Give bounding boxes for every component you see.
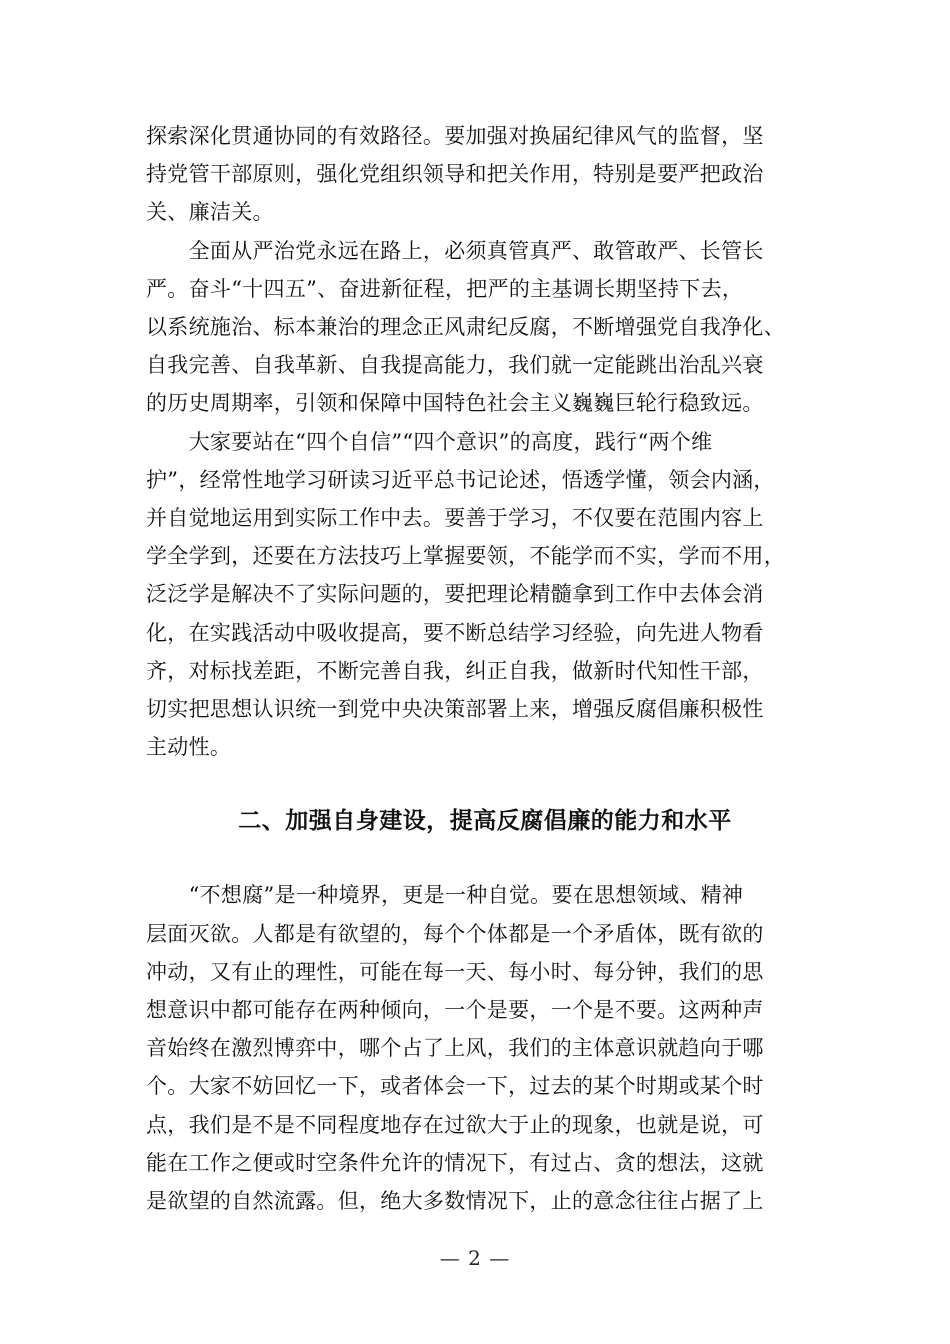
paragraph-line: 切实把思想认识统一到党中央决策部署上来，增强反腐倡廉积极性 bbox=[146, 697, 764, 722]
section-heading: 二、加强自身建设，提高反腐倡廉的能力和水平 bbox=[238, 808, 732, 835]
document-body bbox=[146, 117, 812, 1220]
paragraph-line: 齐，对标找差距，不断完善自我，纠正自我，做新时代知性干部， bbox=[146, 658, 764, 683]
paragraph-line: “不想腐”是一种境界，更是一种自觉。要在思想领域、精神 bbox=[146, 883, 744, 908]
paragraph-line: 并自觉地运用到实际工作中去。要善于学习，不仅要在范围内容上 bbox=[146, 506, 764, 531]
page-number: — 2 — bbox=[439, 1246, 511, 1270]
paragraph-line: 严。奋斗“十四五”、奋进新征程，把严的主基调长期坚持下去， bbox=[146, 276, 744, 301]
paragraph-line: 学全学到，还要在方法技巧上掌握要领，不能学而不实，学而不用， bbox=[146, 544, 785, 569]
paragraph-line: 主动性。 bbox=[146, 735, 232, 760]
paragraph-line: 全面从严治党永远在路上，必须真管真严、敢管敢严、长管长 bbox=[146, 238, 764, 263]
paragraph-line: 以系统施治、标本兼治的理念正风肃纪反腐，不断增强党自我净化、 bbox=[146, 315, 785, 340]
paragraph-line: 层面灭欲。人都是有欲望的，每个个体都是一个矛盾体，既有欲的 bbox=[146, 921, 764, 946]
paragraph-line: 想意识中都可能存在两种倾向，一个是要，一个是不要。这两种声 bbox=[146, 998, 764, 1023]
paragraph-line: 自我完善、自我革新、自我提高能力，我们就一定能跳出治乱兴衰 bbox=[146, 353, 764, 378]
paragraph-line: 化，在实践活动中吸收提高，要不断总结学习经验，向先进人物看 bbox=[146, 620, 764, 645]
top-paragraphs bbox=[146, 117, 812, 766]
paragraph-line: 泛泛学是解决不了实际问题的，要把理论精髓拿到工作中去体会消 bbox=[146, 582, 764, 607]
paragraph-line: 大家要站在“四个自信”“四个意识”的高度，践行“两个维 bbox=[146, 429, 713, 454]
paragraph-line: 的历史周期率，引领和保障中国特色社会主义巍巍巨轮行稳致远。 bbox=[146, 391, 764, 416]
paragraph-line: 个。大家不妨回忆一下，或者体会一下，过去的某个时期或某个时 bbox=[146, 1074, 764, 1099]
paragraph bbox=[146, 117, 812, 232]
paragraph-line: 是欲望的自然流露。但，绝大多数情况下，止的意念往往占据了上 bbox=[146, 1189, 764, 1214]
paragraph-line: 音始终在激烈博弈中，哪个占了上风，我们的主体意识就趋向于哪 bbox=[146, 1036, 764, 1061]
paragraph bbox=[146, 876, 812, 1220]
paragraph-line: 点，我们是不是不同程度地存在过欲大于止的现象，也就是说，可 bbox=[146, 1112, 764, 1137]
paragraph bbox=[146, 232, 812, 423]
paragraph-line: 探索深化贯通协同的有效路径。要加强对换届纪律风气的监督，坚 bbox=[146, 124, 764, 148]
paragraph-line: 关、廉洁关。 bbox=[146, 200, 274, 225]
paragraph-line: 护”，经常性地学习研读习近平总书记论述，悟透学懂，领会内涵， bbox=[146, 467, 775, 492]
paragraph-line: 能在工作之便或时空条件允许的情况下，有过占、贪的想法，这就 bbox=[146, 1150, 764, 1175]
bottom-paragraphs bbox=[146, 876, 812, 1220]
paragraph bbox=[146, 423, 812, 767]
paragraph-line: 持党管干部原则，强化党组织领导和把关作用，特别是要严把政治 bbox=[146, 162, 764, 187]
paragraph-line: 冲动，又有止的理性，可能在每一天、每小时、每分钟，我们的思 bbox=[146, 959, 764, 984]
